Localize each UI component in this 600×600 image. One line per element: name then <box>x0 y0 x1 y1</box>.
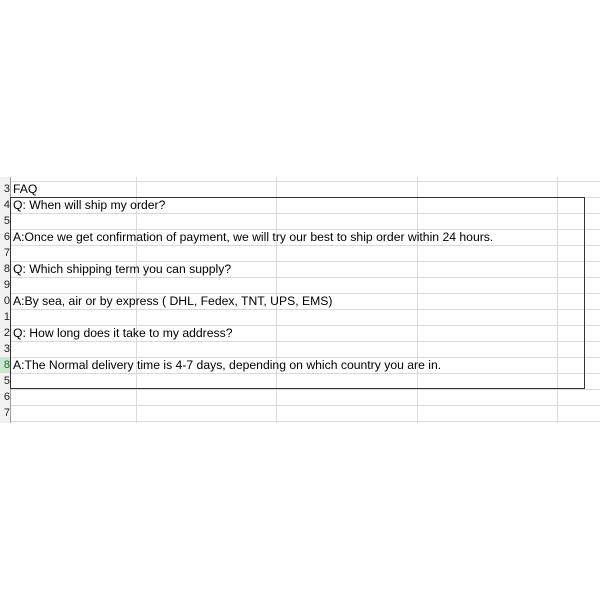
row-header[interactable]: 5 <box>3 375 10 387</box>
row-header[interactable]: 3 <box>3 343 10 355</box>
row-header[interactable]: 6 <box>3 231 10 243</box>
row-header[interactable]: 7 <box>3 407 10 419</box>
row-header[interactable]: 9 <box>3 279 10 291</box>
spreadsheet-grid <box>0 177 600 423</box>
row-header[interactable]: 7 <box>3 247 10 259</box>
row-header[interactable]: 8 <box>3 263 10 275</box>
row-header[interactable]: 5 <box>3 215 10 227</box>
question-1-cell[interactable]: Q: When will ship my order? <box>13 198 166 212</box>
row-header[interactable]: 1 <box>3 311 10 323</box>
answer-2-cell[interactable]: A:By sea, air or by express ( DHL, Fedex, TNT, UPS, EMS) <box>13 294 333 308</box>
gridline <box>0 421 600 422</box>
gridline <box>0 405 600 406</box>
gridline <box>0 389 600 390</box>
gridline <box>0 181 600 182</box>
row-header[interactable]: 6 <box>3 391 10 403</box>
row-header[interactable]: 2 <box>3 327 10 339</box>
question-2-cell[interactable]: Q: Which shipping term you can supply? <box>13 262 232 276</box>
row-header[interactable]: 4 <box>3 199 10 211</box>
answer-1-cell[interactable]: A:Once we get confirmation of payment, we will try our best to ship order within 24 hours. <box>13 230 494 244</box>
row-header-selected[interactable]: 8 <box>0 357 10 373</box>
answer-3-cell[interactable]: A:The Normal delivery time is 4-7 days, depending on which country you are in. <box>13 358 442 372</box>
faq-title-cell[interactable]: FAQ <box>13 182 38 196</box>
row-header[interactable]: 3 <box>3 183 10 195</box>
row-header[interactable]: 0 <box>3 295 10 307</box>
question-3-cell[interactable]: Q: How long does it take to my address? <box>13 326 233 340</box>
